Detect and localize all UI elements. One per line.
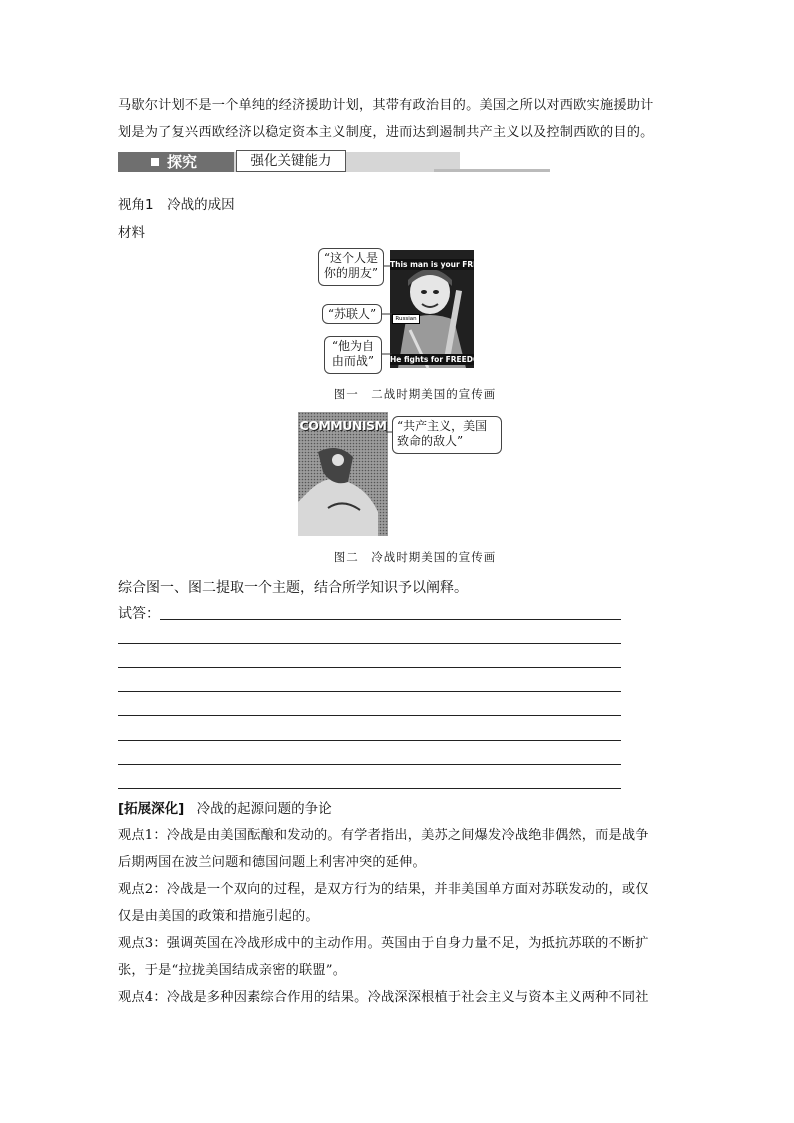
extension-line-3: 观点2：冷战是一个双向的过程，是双方行为的结果，并非美国单方面对苏联发动的，或仅: [118, 882, 649, 897]
square-bullet-icon: [151, 158, 159, 166]
extension-line-4: 仅是由美国的政策和措施引起的。: [118, 909, 319, 924]
material-label: 材料: [118, 225, 145, 241]
question-prompt: 综合图一、图二提取一个主题，结合所学知识予以阐释。: [118, 580, 468, 596]
figure-1-caption: 图一 二战时期美国的宣传画: [333, 387, 497, 401]
poster-bottom-text: He fights for FREEDOM: [390, 355, 487, 364]
answer-line-6[interactable]: [118, 740, 621, 741]
answer-line-2[interactable]: [118, 643, 621, 644]
answer-line-7[interactable]: [118, 764, 621, 765]
callout-freedom-line-2: 由而战”: [331, 354, 375, 368]
answer-line-4[interactable]: [118, 691, 621, 692]
extension-body: [118, 822, 678, 1011]
figure-2-caption: 图二 冷战时期美国的宣传画: [333, 550, 497, 564]
callout-bubble-soviet: “苏联人”: [322, 304, 382, 324]
callout-freedom-line-1: “他为自: [331, 339, 375, 353]
extension-line-2: 后期两国在波兰问题和德国问题上利害冲突的延伸。: [118, 855, 426, 870]
section-label: 探究: [167, 153, 198, 171]
callout-enemy-line-1: “共产主义，美国: [397, 419, 488, 433]
intro-paragraph: [118, 92, 678, 146]
extension-line-1: 观点1：冷战是由美国酝酿和发动的。有学者指出，美苏之间爆发冷战绝非偶然，而是战争: [118, 828, 649, 843]
section-label-block: [118, 152, 234, 172]
answer-label: 试答：: [118, 606, 160, 622]
section-subtitle: 强化关键能力: [250, 153, 332, 169]
callout-bubble-friend: [318, 248, 384, 286]
section-subtitle-box: [236, 150, 346, 172]
section-header: [118, 150, 430, 174]
poster-communism-title: COMMUNISM: [299, 418, 387, 433]
extension-line-7: 观点4：冷战是多种因素综合作用的结果。冷战深深根植于社会主义与资本主义两种不同社: [118, 990, 649, 1005]
answer-line-8[interactable]: [118, 788, 621, 789]
view-title: 视角1 冷战的成因: [118, 197, 235, 213]
callout-friend-line-1: “这个人是: [323, 251, 379, 265]
callout-bubble-enemy: [392, 416, 502, 454]
extension-title: 冷战的起源问题的争论: [196, 801, 332, 817]
answer-line-1[interactable]: [160, 619, 621, 620]
callout-bubble-freedom: [324, 336, 382, 374]
section-bar-tail: [434, 169, 550, 172]
callout-friend-line-2: 你的朋友”: [323, 266, 379, 280]
poster-mid-text: Russian: [392, 314, 420, 324]
poster-top-text: This man is your FRIEND: [390, 260, 494, 269]
extension-tag: [拓展深化]: [118, 801, 185, 817]
intro-line-1: 马歇尔计划不是一个单纯的经济援助计划，其带有政治目的。美国之所以对西欧实施援助计: [118, 98, 654, 113]
extension-line-5: 观点3：强调英国在冷战形成中的主动作用。英国由于自身力量不足，为抵抗苏联的不断扩: [118, 936, 649, 951]
answer-line-5[interactable]: [118, 715, 621, 716]
intro-line-2: 划是为了复兴西欧经济以稳定资本主义制度，进而达到遏制共产主义以及控制西欧的目的。: [118, 125, 654, 140]
answer-line-3[interactable]: [118, 667, 621, 668]
extension-heading: [118, 797, 332, 817]
figure-1: [318, 244, 494, 372]
coldwar-poster-image: [298, 412, 388, 536]
extension-line-6: 张，于是“拉拢美国结成亲密的联盟”。: [118, 963, 347, 978]
callout-enemy-line-2: 致命的敌人”: [397, 434, 464, 448]
